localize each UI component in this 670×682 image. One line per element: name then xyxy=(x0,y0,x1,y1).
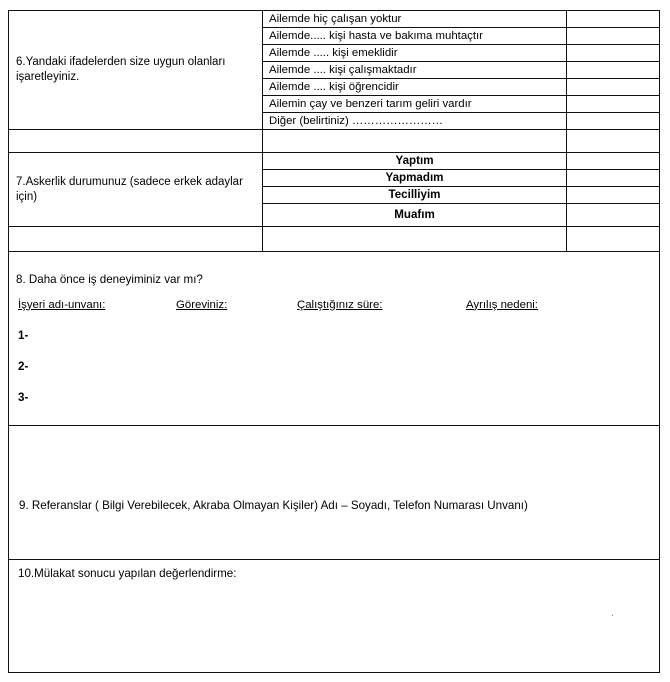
question-6-checkbox-2[interactable] xyxy=(567,28,660,45)
question-7-checkbox-3[interactable] xyxy=(567,187,660,204)
question-6-checkbox-6[interactable] xyxy=(567,96,660,113)
question-7-option-3: Tecilliyim xyxy=(388,188,441,201)
question-7-option-1: Yaptım xyxy=(395,154,434,167)
question-7-checkbox-1[interactable] xyxy=(567,153,660,170)
question-8-cell[interactable] xyxy=(9,252,660,426)
question-6-option-3: Ailemde ..... kişi emeklidir xyxy=(269,47,398,59)
question-6-option-cell-6 xyxy=(263,96,567,113)
question-10-cell[interactable] xyxy=(9,560,660,673)
question-6-option-cell-7 xyxy=(263,113,567,130)
experience-header-company: İşyeri adı-unvanı: xyxy=(18,298,106,311)
table-row xyxy=(9,11,660,28)
question-7-label-cell xyxy=(9,153,263,227)
spacer-row-1 xyxy=(9,130,660,153)
question-7-checkbox-2[interactable] xyxy=(567,170,660,187)
question-6-label-cell xyxy=(9,11,263,130)
question-6-option-5: Ailemde .... kişi öğrencidir xyxy=(269,81,399,93)
question-6-option-cell-4 xyxy=(263,62,567,79)
question-7-label: 7.Askerlik durumunuz (sadece erkek adaylar için) xyxy=(16,175,243,203)
table-row xyxy=(9,153,660,170)
question-6-checkbox-4[interactable] xyxy=(567,62,660,79)
question-6-checkbox-3[interactable] xyxy=(567,45,660,62)
question-6-checkbox-5[interactable] xyxy=(567,79,660,96)
spacer-cell-left-1 xyxy=(9,130,263,153)
question-7-option-4: Muafım xyxy=(394,208,435,221)
question-6-option-cell-2 xyxy=(263,28,567,45)
question-7-option-2: Yapmadım xyxy=(385,171,444,184)
question-6-label: 6.Yandaki ifadelerden size uygun olanları işaretleyiniz. xyxy=(16,56,226,83)
question-6-option-cell-1 xyxy=(263,11,567,28)
question-6-checkbox-7[interactable] xyxy=(567,113,660,130)
question-9-cell[interactable] xyxy=(9,426,660,560)
spacer-row-2 xyxy=(9,227,660,252)
experience-header-leave-reason: Ayrılış nedeni: xyxy=(466,298,538,311)
question-8-row xyxy=(9,252,660,426)
spacer-cell-right-2 xyxy=(567,227,660,252)
question-9-title: 9. Referanslar ( Bilgi Verebilecek, Akraba Olmayan Kişiler) Adı – Soyadı, Telefon Numarası Unvanı) xyxy=(19,498,528,512)
question-8-title: 8. Daha önce iş deneyiminiz var mı? xyxy=(16,272,203,286)
question-6-option-2: Ailemde..... kişi hasta ve bakıma muhtaçtır xyxy=(269,30,483,42)
spacer-cell-mid-1 xyxy=(263,130,567,153)
question-6-checkbox-1[interactable] xyxy=(567,11,660,28)
question-9-row xyxy=(9,426,660,560)
question-9-body xyxy=(9,466,659,520)
question-7-option-cell-4 xyxy=(263,204,567,227)
question-6-option-cell-5 xyxy=(263,79,567,96)
question-7-option-cell-1 xyxy=(263,153,567,170)
question-6-option-1: Ailemde hiç çalışan yoktur xyxy=(269,13,402,25)
application-form-table xyxy=(8,10,660,673)
spacer-cell-mid-2 xyxy=(263,227,567,252)
experience-row-3[interactable]: 3- xyxy=(18,390,29,404)
question-7-checkbox-4[interactable] xyxy=(567,204,660,227)
question-7-option-cell-3 xyxy=(263,187,567,204)
question-7-option-cell-2 xyxy=(263,170,567,187)
question-6-option-cell-3 xyxy=(263,45,567,62)
experience-row-2[interactable]: 2- xyxy=(18,359,29,373)
evaluation-stray-mark: . xyxy=(611,607,615,619)
experience-row-1[interactable]: 1- xyxy=(18,328,29,342)
question-10-row xyxy=(9,560,660,673)
question-10-body xyxy=(9,560,659,672)
spacer-cell-left-2 xyxy=(9,227,263,252)
question-6-option-6: Ailemin çay ve benzeri tarım geliri vardır xyxy=(269,98,472,110)
spacer-cell-right-1 xyxy=(567,130,660,153)
experience-column-headers xyxy=(16,298,652,316)
question-8-body xyxy=(9,267,659,411)
question-6-option-4: Ailemde .... kişi çalışmaktadır xyxy=(269,64,417,76)
experience-header-position: Göreviniz: xyxy=(176,298,228,311)
question-10-title: 10.Mülakat sonucu yapılan değerlendirme: xyxy=(18,567,237,580)
question-6-option-7: Diğer (belirtiniz) …………………… xyxy=(269,115,444,127)
experience-header-duration: Çalıştığınız süre: xyxy=(297,298,383,311)
